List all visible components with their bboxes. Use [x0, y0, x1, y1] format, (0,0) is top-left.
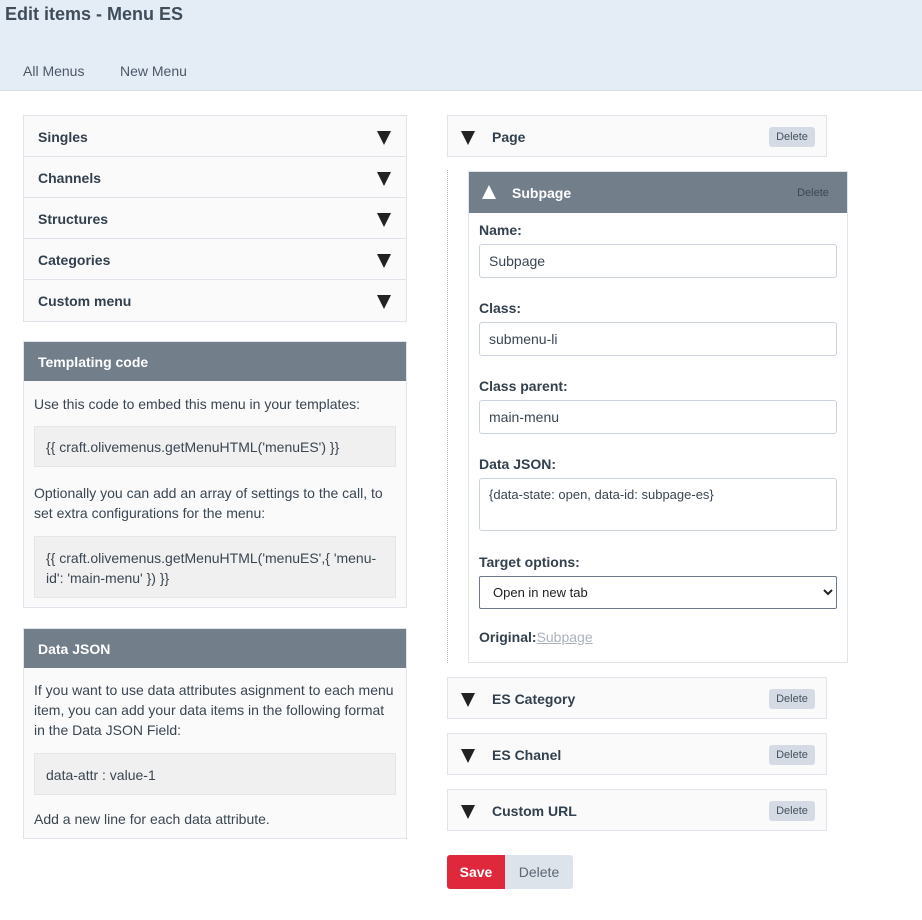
data-json-help-title: Data JSON — [24, 629, 406, 668]
name-input[interactable] — [479, 244, 837, 278]
section-structures[interactable] — [24, 198, 406, 239]
tab-new-menu[interactable]: New Menu — [120, 63, 187, 79]
class-parent-input[interactable] — [479, 400, 837, 434]
section-label: Singles — [38, 129, 88, 145]
templating-code-1: {{ craft.olivemenus.getMenuHTML('menuES') }} — [34, 426, 396, 467]
original-row — [479, 629, 593, 645]
section-label: Categories — [38, 252, 111, 268]
menu-item-subpage — [468, 171, 848, 663]
data-json-help-code: data-attr : value-1 — [34, 753, 396, 795]
name-label: Name: — [479, 222, 522, 238]
menu-item-label: ES Category — [492, 691, 576, 707]
original-link[interactable]: Subpage — [536, 629, 593, 645]
templating-intro: Use this code to embed this menu in your templates: — [34, 396, 361, 412]
data-json-help-footer: Add a new line for each data attribute. — [34, 811, 270, 827]
nesting-guide-line — [447, 170, 448, 663]
menu-item-es-category[interactable] — [447, 677, 827, 719]
menu-item-label: ES Chanel — [492, 747, 562, 763]
triangle-down-icon[interactable] — [461, 693, 475, 707]
section-label: Structures — [38, 211, 109, 227]
section-channels[interactable] — [24, 157, 406, 198]
data-json-label: Data JSON: — [479, 456, 557, 472]
triangle-down-icon[interactable] — [461, 131, 475, 145]
triangle-up-icon[interactable] — [482, 185, 496, 199]
data-json-textarea[interactable] — [479, 478, 837, 531]
section-label: Channels — [38, 170, 102, 186]
class-input[interactable] — [479, 322, 837, 356]
target-options-select[interactable] — [479, 576, 837, 609]
class-parent-label: Class parent: — [479, 378, 568, 394]
delete-menu-button[interactable]: Delete — [505, 855, 573, 889]
data-json-help-box — [23, 628, 407, 839]
templating-optional: Optionally you can add an array of settings to the call, to set extra configurations for the menu: — [34, 485, 383, 521]
page-title: Edit items - Menu ES — [5, 4, 184, 24]
triangle-down-icon — [377, 295, 391, 309]
triangle-down-icon — [377, 172, 391, 186]
triangle-down-icon — [377, 254, 391, 268]
menu-item-page[interactable] — [447, 115, 827, 157]
section-custom-menu[interactable] — [24, 280, 406, 321]
page-header — [0, 0, 922, 91]
delete-item-button[interactable]: Delete — [769, 127, 815, 147]
templating-code-box — [23, 341, 407, 608]
original-label: Original: — [479, 629, 537, 645]
section-singles[interactable] — [24, 116, 406, 157]
source-sections-panel — [23, 115, 407, 322]
delete-item-button[interactable]: Delete — [769, 801, 815, 821]
templating-code-2: {{ craft.olivemenus.getMenuHTML('menuES',{ 'menu-id': 'main-menu' }) }} — [34, 536, 396, 598]
tab-all-menus[interactable]: All Menus — [23, 63, 85, 79]
menu-item-label: Page — [492, 129, 526, 145]
subpage-header[interactable] — [469, 172, 847, 213]
delete-item-button[interactable]: Delete — [769, 689, 815, 709]
delete-item-button[interactable]: Delete — [790, 183, 836, 203]
templating-title: Templating code — [24, 342, 406, 381]
triangle-down-icon — [377, 131, 391, 145]
section-label: Custom menu — [38, 293, 132, 309]
menu-item-label: Custom URL — [492, 803, 577, 819]
target-options-label: Target options: — [479, 554, 580, 570]
triangle-down-icon[interactable] — [461, 749, 475, 763]
save-button[interactable]: Save — [447, 855, 505, 889]
menu-item-es-chanel[interactable] — [447, 733, 827, 775]
triangle-down-icon[interactable] — [461, 805, 475, 819]
triangle-down-icon — [377, 213, 391, 227]
data-json-help-text: If you want to use data attributes asignment to each menu item, you can add your data items in the following format in the Data JSON Field: — [34, 682, 394, 738]
delete-item-button[interactable]: Delete — [769, 745, 815, 765]
menu-item-custom-url[interactable] — [447, 789, 827, 831]
section-categories[interactable] — [24, 239, 406, 280]
subpage-title: Subpage — [512, 185, 572, 201]
class-label: Class: — [479, 300, 522, 316]
